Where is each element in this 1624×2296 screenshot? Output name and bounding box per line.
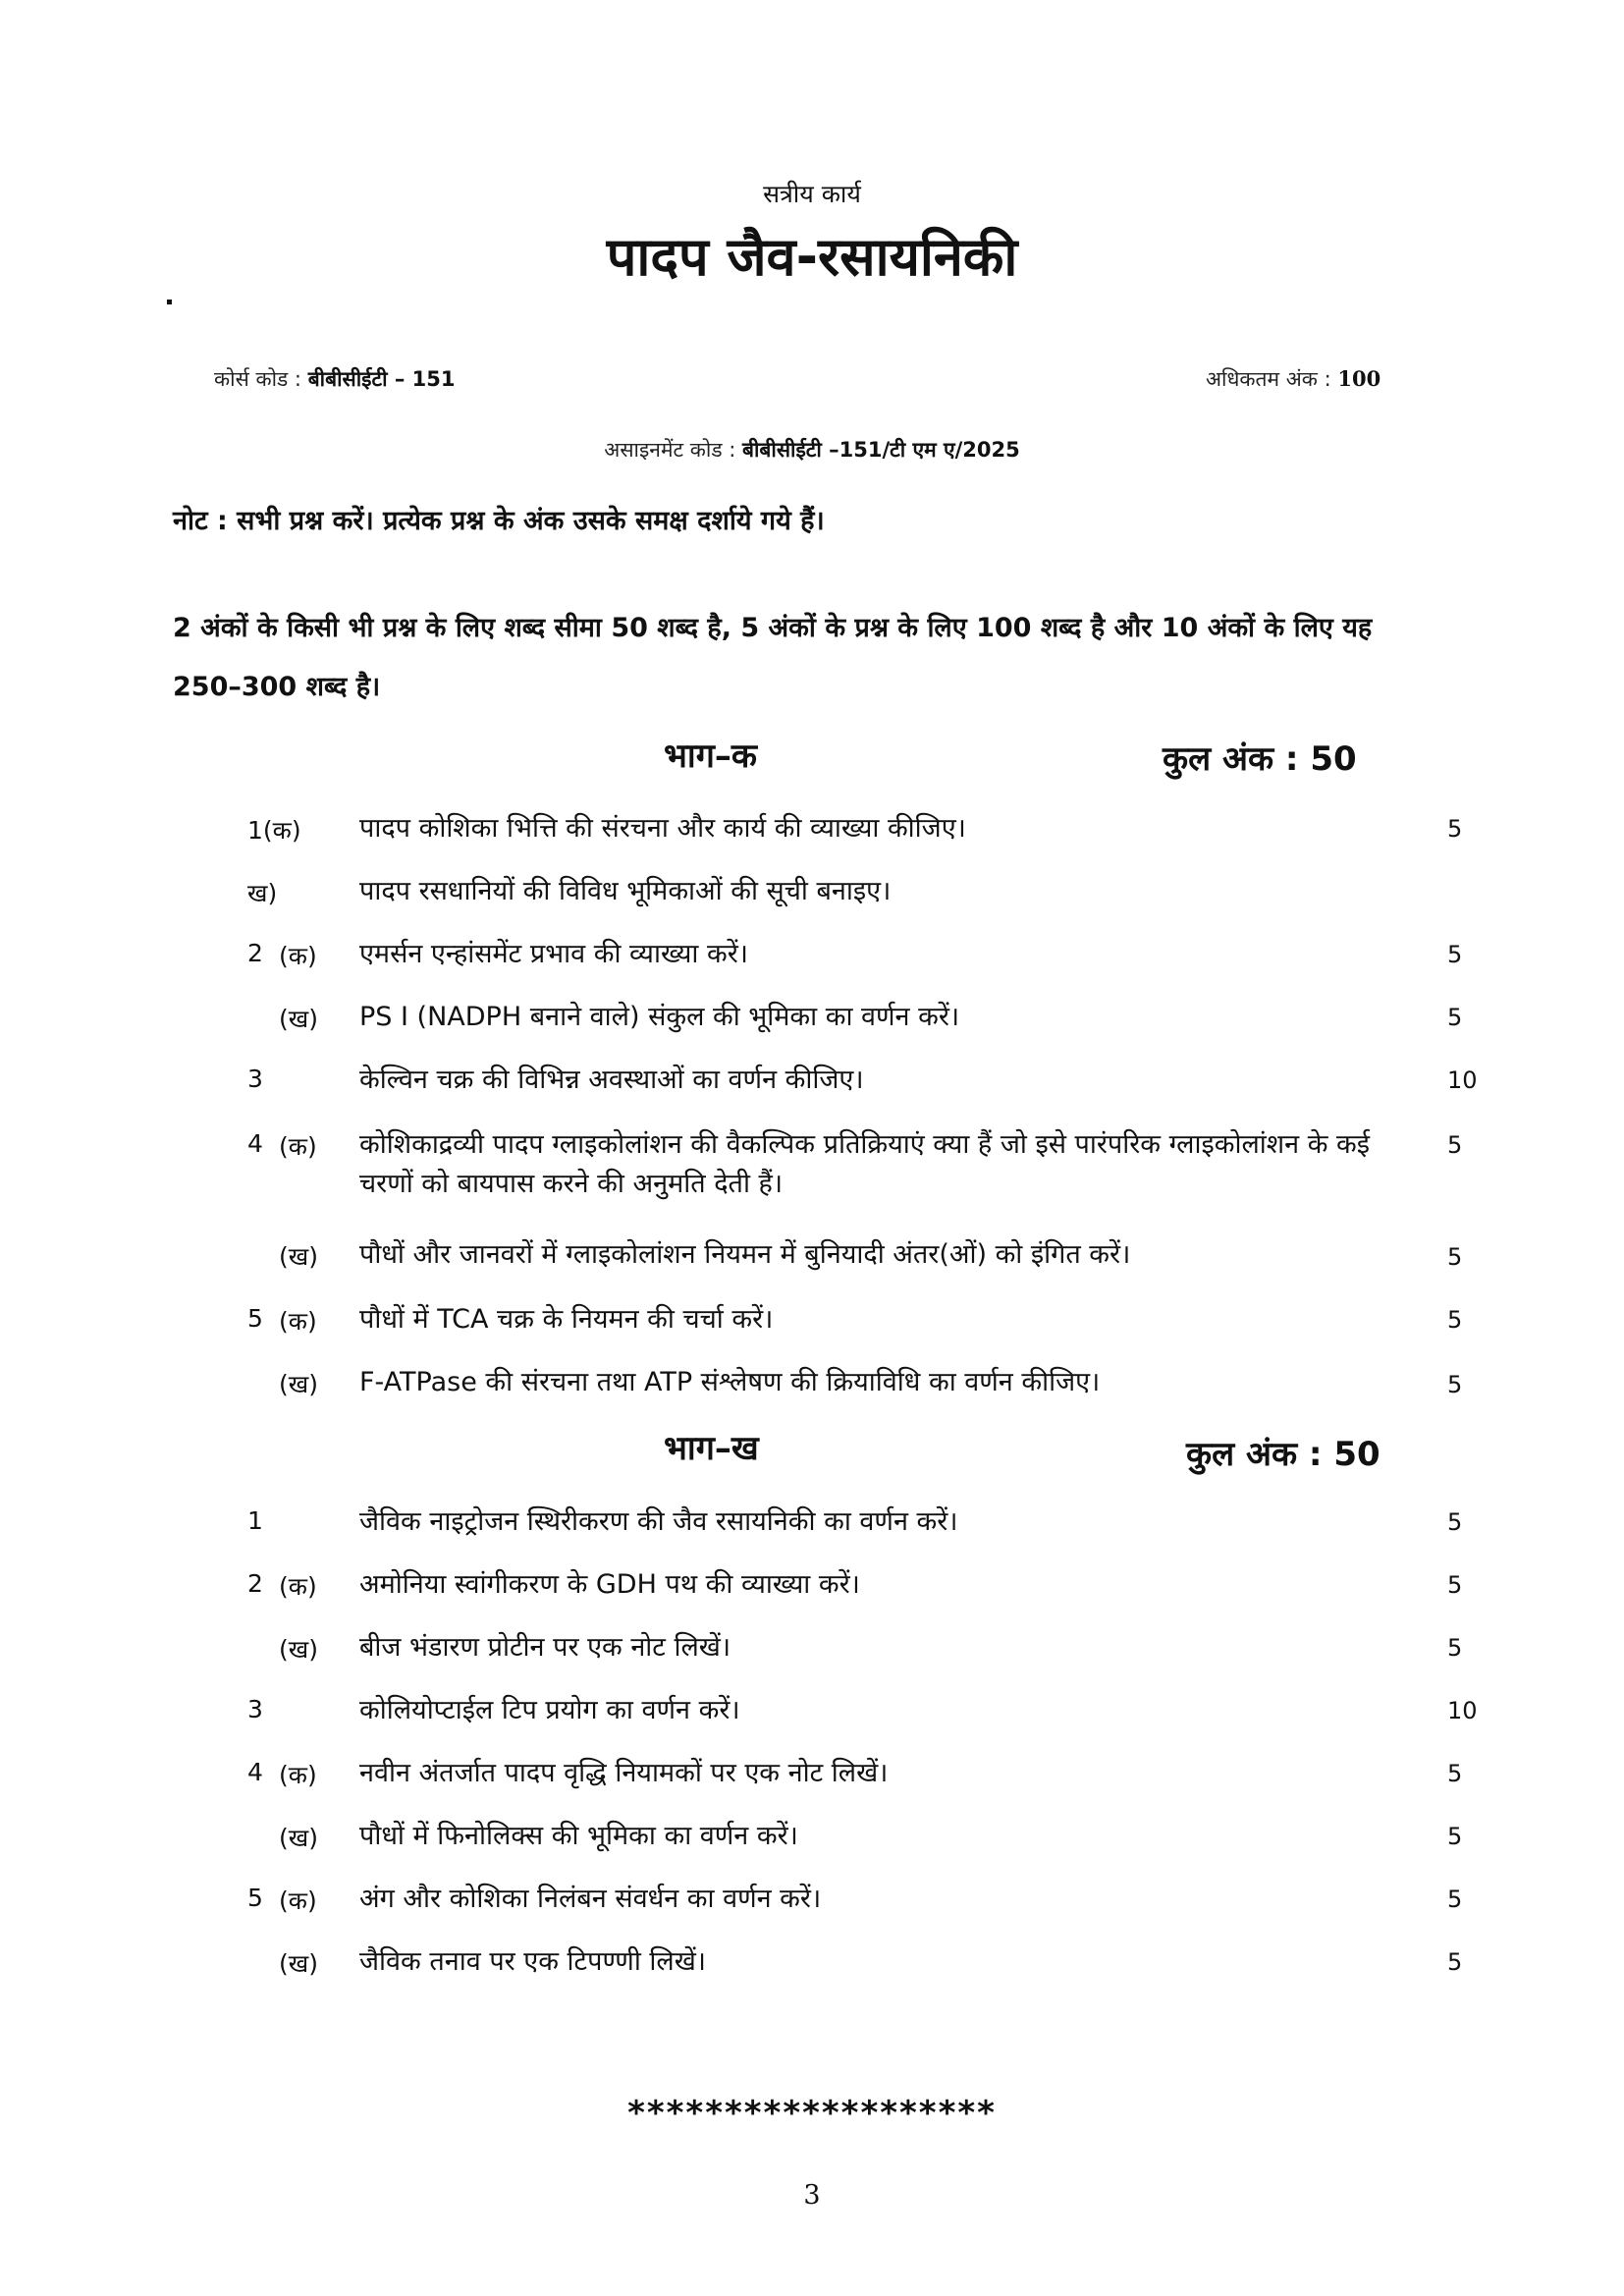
question-marks: 5 bbox=[1447, 1823, 1463, 1850]
section-b-title: भाग–ख bbox=[664, 1429, 759, 1468]
question-sub-label: (क) bbox=[279, 942, 317, 970]
question-marks: 5 bbox=[1447, 815, 1463, 843]
question-sub-label: (क) bbox=[279, 1761, 317, 1789]
course-code-label: कोर्स कोड : bbox=[214, 367, 301, 391]
question-marks: 5 bbox=[1447, 1371, 1463, 1398]
section-a-title: भाग–क bbox=[664, 737, 757, 776]
question-marks: 5 bbox=[1447, 1004, 1463, 1031]
question-text: पौधों और जानवरों में ग्लाइकोलांशन नियमन में बुनियादी अंतर(ओं) को इंगित करें। bbox=[359, 1239, 1131, 1270]
stray-dot bbox=[167, 300, 172, 304]
max-marks-value: 100 bbox=[1337, 366, 1381, 391]
max-marks-label: अधिकतम अंक : bbox=[1206, 367, 1331, 391]
question-text: F-ATPase की संरचना तथा ATP संश्लेषण की क्रियाविधि का वर्णन कीजिए। bbox=[359, 1367, 1101, 1397]
question-number: 5 bbox=[247, 1304, 263, 1333]
question-text: कोशिकाद्रव्यी पादप ग्लाइकोलांशन की वैकल्पिक प्रतिक्रियाएं क्या हैं जो इसे पारंपरिक ग्लाइकोलांशन के कई चरणों को बायपास करने की अनुमति देती हैं। bbox=[359, 1129, 1371, 1199]
question-marks: 5 bbox=[1447, 941, 1463, 968]
word-limit-text: 2 अंकों के किसी भी प्रश्न के लिए शब्द सीमा 50 शब्द है, 5 अंकों के प्रश्न के लिए 100 शब्द है और 10 अंकों के लिए यह 250–300 शब्द है। bbox=[173, 613, 1373, 702]
question-number: 2 bbox=[247, 1569, 263, 1598]
question-marks: 5 bbox=[1447, 1948, 1463, 1976]
question-text: पादप कोशिका भित्ति की संरचना और कार्य की व्याख्या कीजिए। bbox=[359, 813, 966, 844]
question-number: 3 bbox=[247, 1065, 263, 1093]
question-marks: 5 bbox=[1447, 1131, 1463, 1159]
question-number: 1 bbox=[247, 1506, 263, 1535]
footer-stars: ******************* bbox=[627, 2094, 997, 2133]
question-number: ख) bbox=[247, 879, 278, 907]
question-sub-label: (क) bbox=[279, 1886, 317, 1915]
question-marks: 5 bbox=[1447, 1243, 1463, 1271]
assignment-code-value: बीबीसीईटी –151/टी एम ए/2025 bbox=[742, 438, 1020, 462]
question-text: अमोनिया स्वांगीकरण के GDH पथ की व्याख्या करें। bbox=[359, 1569, 860, 1600]
question-sub-label: (ख) bbox=[279, 1370, 318, 1398]
question-sub-label: (ख) bbox=[279, 1824, 318, 1852]
question-marks: 10 bbox=[1447, 1697, 1478, 1724]
question-text: अंग और कोशिका निलंबन संवर्धन का वर्णन करें। bbox=[359, 1884, 822, 1914]
question-sub-label: (क) bbox=[279, 1307, 317, 1336]
question-number: 2 bbox=[247, 939, 263, 967]
question-sub-label: (ख) bbox=[279, 1949, 318, 1978]
question-text: जैविक तनाव पर एक टिपण्णी लिखें। bbox=[359, 1946, 707, 1977]
assignment-code bbox=[0, 436, 1624, 464]
question-text: पौधों में TCA चक्र के नियमन की चर्चा करें। bbox=[359, 1304, 774, 1335]
question-number: 5 bbox=[247, 1884, 263, 1912]
question-text: बीज भंडारण प्रोटीन पर एक नोट लिखें। bbox=[359, 1632, 731, 1663]
question-text: जैविक नाइट्रोजन स्थिरीकरण की जैव रसायनिकी का वर्णन करें। bbox=[359, 1506, 958, 1537]
question-text: पादप रसधानियों की विविध भूमिकाओं की सूची बनाइए। bbox=[359, 876, 892, 906]
page-number: 3 bbox=[803, 2180, 821, 2211]
course-code bbox=[214, 365, 455, 393]
question-number: 3 bbox=[247, 1695, 263, 1723]
question-marks: 5 bbox=[1447, 1571, 1463, 1599]
question-marks: 10 bbox=[1447, 1066, 1478, 1094]
question-number: 4 bbox=[247, 1129, 263, 1158]
question-marks: 5 bbox=[1447, 1306, 1463, 1334]
question-sub-label: (क) bbox=[279, 1132, 317, 1161]
question-text: कोलियोप्टाईल टिप प्रयोग का वर्णन करें। bbox=[359, 1695, 740, 1725]
question-sub-label: (ख) bbox=[279, 1242, 318, 1271]
question-text: एमर्सन एन्हांसमेंट प्रभाव की व्याख्या करें। bbox=[359, 939, 748, 969]
assignment-code-label: असाइनमेंट कोड : bbox=[604, 438, 736, 462]
question-sub-label: (ख) bbox=[279, 1635, 318, 1664]
question-number: 1(क) bbox=[247, 816, 301, 845]
question-marks: 5 bbox=[1447, 1886, 1463, 1913]
question-text: नवीन अंतर्जात पादप वृद्धि नियामकों पर एक नोट लिखें। bbox=[359, 1758, 889, 1788]
question-text: PS I (NADPH बनाने वाले) संकुल की भूमिका का वर्णन करें। bbox=[359, 1002, 960, 1032]
course-code-value: बीबीसीईटी – 151 bbox=[307, 367, 456, 391]
max-marks bbox=[1206, 365, 1380, 393]
question-text: केल्विन चक्र की विभिन्न अवस्थाओं का वर्णन कीजिए। bbox=[359, 1065, 864, 1095]
section-a-marks: कुल अंक : 50 bbox=[1163, 739, 1357, 779]
question-number: 4 bbox=[247, 1758, 263, 1786]
header-subtitle: सत्रीय कार्य bbox=[763, 180, 861, 208]
question-marks: 5 bbox=[1447, 1508, 1463, 1536]
question-sub-label: (क) bbox=[279, 1572, 317, 1601]
question-sub-label: (ख) bbox=[279, 1005, 318, 1033]
section-b-marks: कुल अंक : 50 bbox=[1186, 1435, 1380, 1474]
question-marks: 5 bbox=[1447, 1634, 1463, 1662]
note-text: नोट : सभी प्रश्न करें। प्रत्येक प्रश्न के अंक उसके समक्ष दर्शाये गये हैं। bbox=[173, 506, 825, 536]
question-marks: 5 bbox=[1447, 1760, 1463, 1787]
page-title: पादप जैव-रसायनिकी bbox=[606, 226, 1018, 288]
question-text: पौधों में फिनोलिक्स की भूमिका का वर्णन करें। bbox=[359, 1821, 798, 1851]
